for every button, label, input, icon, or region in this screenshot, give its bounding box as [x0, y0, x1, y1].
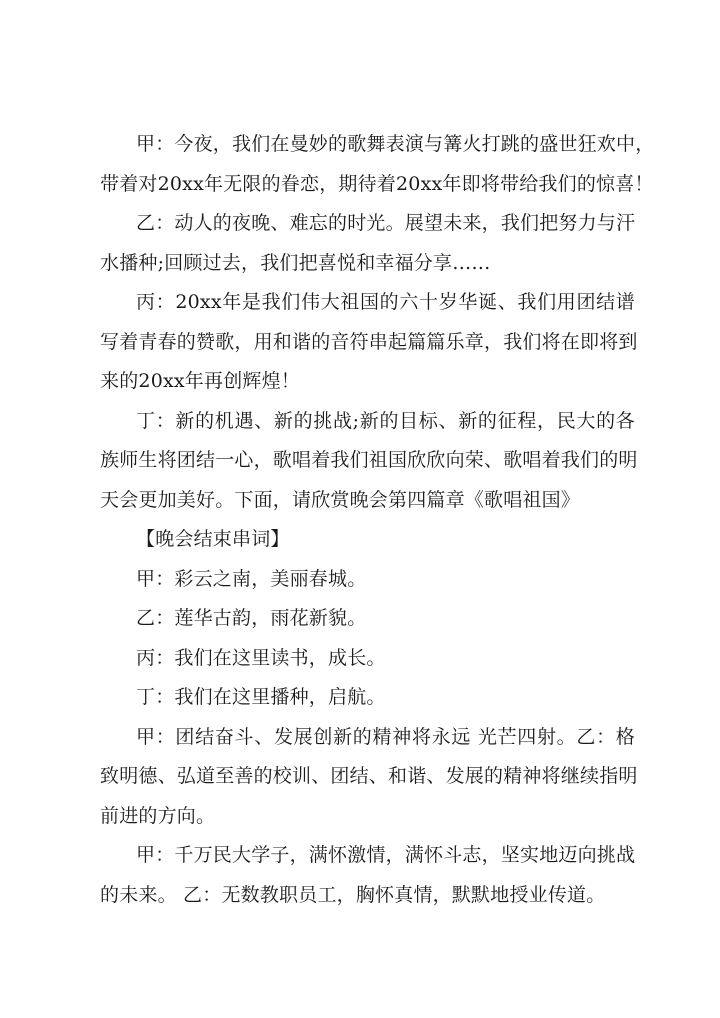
text-line: 族师生将团结一心，歌唱着我们祖国欣欣向荣、歌唱着我们的明: [100, 449, 638, 471]
text-line: 的未来。 乙：无数教职员工，胸怀真情，默默地授业传道。: [100, 883, 606, 906]
text-line: 丁：我们在这里播种，启航。: [136, 686, 386, 708]
text-line: 乙：莲华古韵，雨花新貌。: [136, 607, 367, 629]
text-line: 甲：彩云之南，美丽春城。: [136, 567, 367, 590]
text-line: 丙：20xx年是我们伟大祖国的六十岁华诞、我们用团结谱: [136, 291, 635, 313]
text-line: 来的20xx年再创辉煌！: [100, 370, 301, 392]
text-line: 水播种;回顾过去，我们把喜悦和幸福分享……: [100, 251, 491, 274]
text-line: 甲：千万民大学子，满怀激情，满怀斗志，坚实地迈向挑战: [136, 844, 636, 866]
text-line: 天会更加美好。下面，请欣赏晚会第四篇章《歌唱祖国》: [100, 488, 581, 511]
document-body: [100, 125, 655, 915]
text-line: 丁：新的机遇、新的挑战;新的目标、新的征程，民大的各: [136, 409, 635, 432]
text-line: 乙：动人的夜晚、难忘的时光。展望未来，我们把努力与汗: [136, 212, 636, 234]
text-line: 甲：今夜，我们在曼妙的歌舞表演与篝火打跳的盛世狂欢中，: [136, 133, 655, 155]
text-line: 前进的方向。: [100, 804, 216, 827]
text-line: 带着对20xx年无限的眷恋，期待着20xx年即将带给我们的惊喜！: [100, 172, 654, 195]
text-line: 写着青春的赞歌，用和谐的音符串起篇篇乐章，我们将在即将到: [100, 330, 638, 353]
text-line: 丙：我们在这里读书，成长。: [136, 646, 386, 669]
section-heading: 【晚会结束串词】: [136, 528, 290, 550]
text-line: 致明德、弘道至善的校训、团结、和谐、发展的精神将继续指明: [100, 765, 638, 787]
text-line: 甲：团结奋斗、发展创新的精神将永远 光芒四射。乙：格: [136, 725, 635, 748]
